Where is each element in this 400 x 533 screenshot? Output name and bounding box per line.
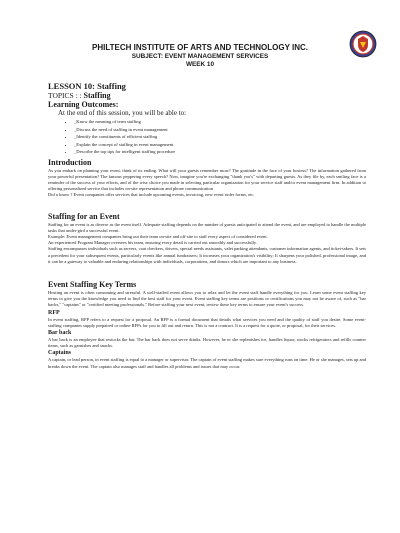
document-body [48, 82, 366, 370]
institute-name: PHILTECH INSTITUTE OF ARTS AND TECHNOLOGY INC. [92, 43, 308, 52]
staffing-section [48, 212, 366, 265]
paragraph: Staffing for an event is as diverse as the event itself. Adequate staffing depends on the number of guests anticipated to attend the event, and are employed to handle the multiple tasks that under-gird a successful event. [48, 221, 366, 233]
list-item: • _Explain the concept of staffing in event management [74, 141, 366, 149]
topics-label: TOPICS : : [48, 91, 82, 100]
document-header [40, 43, 360, 69]
learning-outcomes-intro: At the end of this session, you will be able to: [58, 109, 187, 117]
list-item: • _Describe the top tips for intelligent staffing procedure [74, 148, 366, 156]
staffing-heading: Staffing for an Event [48, 211, 120, 221]
key-terms-section [48, 280, 366, 370]
paragraph: Example: Event management companies bring out their team on-site and off-site to staff every aspect of considered event. [48, 233, 268, 239]
paragraph: A bar back is an employee that restocks the bar. The bar back does not serve drinks. However, he or she replenishes ice, handles liquor, stocks refrigerators and refills counter items, such as garnishes and snacks. [48, 336, 366, 349]
topics-line [48, 91, 366, 100]
list-item: • _Discuss the need of staffing in event management [74, 126, 366, 134]
paragraph: A captain, or lead person, in event staffing is equal to a manager or supervisor. The captain of event staffing makes sure everything runs on time. He or she manages, sets up and breaks down the event. The captain also manages staff and handles all problems and issues that may occur. [48, 357, 366, 369]
lesson-title: LESSON 10: Staffing [48, 81, 126, 91]
introduction-section [48, 158, 366, 199]
objectives-list [48, 118, 366, 156]
subject-line: SUBJECT: EVENT MANAGEMENT SERVICES [131, 53, 269, 60]
key-terms-heading: Event Staffing Key Terms [48, 279, 137, 289]
list-item: • _Know the meaning of term staffing [74, 118, 366, 126]
term-heading: Bar back [48, 329, 72, 336]
introduction-heading: Introduction [48, 157, 92, 167]
term-heading: Captains [48, 350, 72, 357]
paragraph: In event staffing, RFP refers to a request for a proposal. An RFP is a formal document that details what services you need and the quality of staff you desire. Some event-staffing companies supply prepaired or online RFPs for you to fill out and return. This is not a contract. It is a request for a quote, or proposal, for their services. [48, 316, 366, 328]
paragraph: Staffing encompasses individuals such as servers, coat checkers, drivers, special needs assistants, valet parking attendants, customer information agents, and ticket-takers. It sets a precedent for your subsequent events, particularly events like annual fundraisers; It increases your organization's visibility; It sharpens your polished, professional image, and it can be a gateway to valuable and enduring relationships with individuals, corporations, and donors which are important to any business. [48, 246, 366, 264]
paragraph: Did u know ? Event companies offer services that include upcoming events, invoicing, new event order forms, etc. [48, 192, 255, 198]
paragraph: An experienced Program Manager oversees his team, ensuring every detail is carried out smoothly and successfully. [48, 240, 258, 246]
list-item: • _Identify the constituents of efficient staffing [74, 133, 366, 141]
paragraph: Hosting an event is often consuming and stressful. A well-staffed event allows you to relax and let the event staff handle everything for you. Learn some event staffing key terms to give you the knowledge you need to find the best staff for your event. Event staffing key terms are positions or certifications you may not be aware of, such as "bar backs," "captains" or "certified meeting professionals." Before staffing your next event, review these key terms to ensure your event's success. [48, 289, 366, 308]
week-line: WEEK 10 [185, 61, 215, 68]
learning-outcomes-heading: Learning Outcomes: [48, 100, 119, 109]
topics-value: Staffing [83, 91, 111, 100]
paragraph: As you embark on planning your event, think of its ending. What will your guests remember most? The gratitude in the face of your hostess? The information gathered from your powerful presentation? The famous peppering every speech? Now, imagine you're exchanging "thank you's" with departing guests. As they file by, each smiling face is a reminder of the success of your efforts, and of the wise choice you made in selecting particular organization for your service staff and/or event management firm. In addition to offering personalized service that includes on-site representation and phone communication [48, 167, 366, 192]
term-heading: RFP [48, 309, 60, 316]
